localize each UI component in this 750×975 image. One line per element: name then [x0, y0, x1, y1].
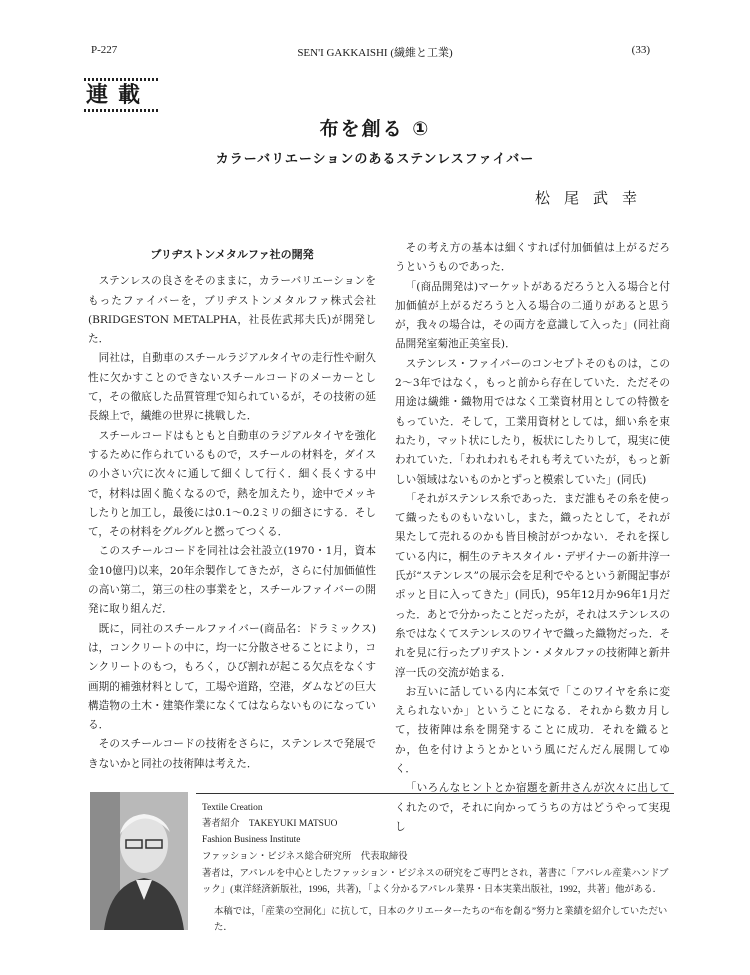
- profile-line: ファッション・ビジネス総合研究所 代表取締役: [202, 852, 408, 862]
- article-subtitle: カラーバリエーションのあるステンレスファイバー: [215, 152, 535, 167]
- journal-title: SEN'I GAKKAISHI (繊維と工業): [297, 47, 453, 59]
- profile-line: 著者紹介 TAKEYUKI MATSUO: [202, 819, 338, 829]
- issue-number: (33): [631, 44, 650, 56]
- paragraph: このスチールコードを同社は会社設立(1970・1月，資本金10億円)以来，20年余製作してきたが，さらに付加価値性の高い第二，第三の柱の事業をと，スチールファイバーの開発に取り組んだ．: [88, 545, 376, 616]
- paragraph: 「(商品開発は)マーケットがあるだろうと入る場合と付加価値が上がるだろうと入る場合の二通りがあると思うが，我々の場合は，その両方を意識して入った」(同社商品開発室菊池正美室長)．: [395, 280, 670, 351]
- paragraph: スチールコードはもともと自動車のラジアルタイヤを強化するために作られているもので，スチールの材料を，ダイスの小さい穴に次々に通して細くして行く．細く長くする中で，材料は固く脆くなるので，熱を加えたり，途中でメッキしたりと加工し，最後には0.1～0.2ミリの細さにする．そして，その材料をグルグルと撚ってつくる．: [88, 429, 376, 539]
- series-banner: [84, 78, 158, 112]
- paragraph: 同社は，自動車のスチールラジアルタイヤの走行性や耐久性に欠かすことのできないスチールコードのメーカーとして，その徹底した品質管理で知られているが，その技術の延長線上で，繊維の世界に挑戦した．: [88, 352, 376, 423]
- body-column-right: [395, 239, 670, 837]
- paragraph: そのスチールコードの技術をさらに，ステンレスで発展できないかと同社の技術陣は考えた．: [88, 738, 376, 770]
- profile-line: Textile Creation: [202, 803, 263, 813]
- profile-divider: [196, 793, 674, 794]
- profile-line: Fashion Business Institute: [202, 835, 301, 845]
- section-heading: ブリヂストンメタルファ社の開発: [150, 248, 314, 261]
- body-column-left: [88, 239, 376, 774]
- paragraph: ステンレスの良さをそのままに，カラーバリエーションをもったファイバーを，ブリヂストンメタルファ株式会社(BRIDGESTON METALPHA，社長佐武邦夫氏)が開発した．: [88, 275, 376, 346]
- banner-bottom-rule: [84, 109, 158, 112]
- paragraph: その考え方の基本は細くすれば付加価値は上がるだろうというものであった．: [395, 242, 670, 274]
- article-title: 布を創る ①: [319, 118, 431, 140]
- series-label: 連載: [86, 83, 151, 108]
- author-photo: [90, 792, 188, 930]
- author-portrait-icon: [90, 792, 188, 930]
- paragraph: お互いに話している内に本気で「このワイヤを糸に変えられないか」ということになる．それから数カ月して，技術陣は糸を開発することに成功．それを織るとか，色を付けようとかという風にだんだん展開してゆく．: [395, 685, 670, 776]
- profile-line: 著者は，アパレルを中心としたファッション・ビジネスの研究をご専門とされ，著書に「アパレル産業ハンドブック」(東洋経済新版社，1996，共著)，「よく分かるアパレル業界・日本実業出版社，1992，共著」他がある．: [202, 869, 669, 895]
- profile-line: 本稿では，「産業の空洞化」に抗して，日本のクリエーターたちの“布を創る”努力と業績を紹介していただいた．: [214, 907, 668, 933]
- author-name: 松尾武幸: [535, 189, 652, 207]
- paragraph: 「それがステンレス糸であった．まだ誰もその糸を使って織ったものもいないし，また，織ったとして，それが果たして売れるのかも皆目検討がつかない．それを探している内に，桐生のテキスタイル・デザイナーの新井淳一氏が“ステンレス”の展示会を足利でやるという新聞記事がポッと目に入ってきた」(同氏)，95年12月か96年1月だった．あとで分かったことだったが，それはステンレスの糸ではなくてステンレスのワイヤで織った織物だった．それを見に行ったブリヂストン・メタルファの技術陣と新井淳一氏の交流が始まる．: [395, 492, 670, 679]
- paragraph: 既に，同社のスチールファイバー(商品名：ドラミックス)は，コンクリートの中に，均一に分散させることにより，コンクリートのもつ，もろく，ひび割れが起こる欠点をなくす画期的補強材料として，工場や道路，空港，ダムなどの巨大構造物の土木・建築作業になくてはならないものになっている．: [88, 622, 376, 732]
- page-number: P-227: [91, 44, 118, 56]
- paragraph: ステンレス・ファイバーのコンセプトそのものは，この2～3年ではなく，もっと前から存在していた．ただその用途は繊維・織物用ではなく工業資材用としての特徴をもっていた．そして，工業用資材としては，細い糸を束ねたり，マット状にしたり，板状にしたりして，現実に使われていた．「われわれもそれも考えていたが，もっと新しい領域はないものかとずっと模索していた」(同氏): [395, 357, 670, 486]
- paragraph: 「いろんなヒントとか宿題を新井さんが次々に出してくれたので，それに向かってうちの方はどうやって実現し: [395, 782, 670, 833]
